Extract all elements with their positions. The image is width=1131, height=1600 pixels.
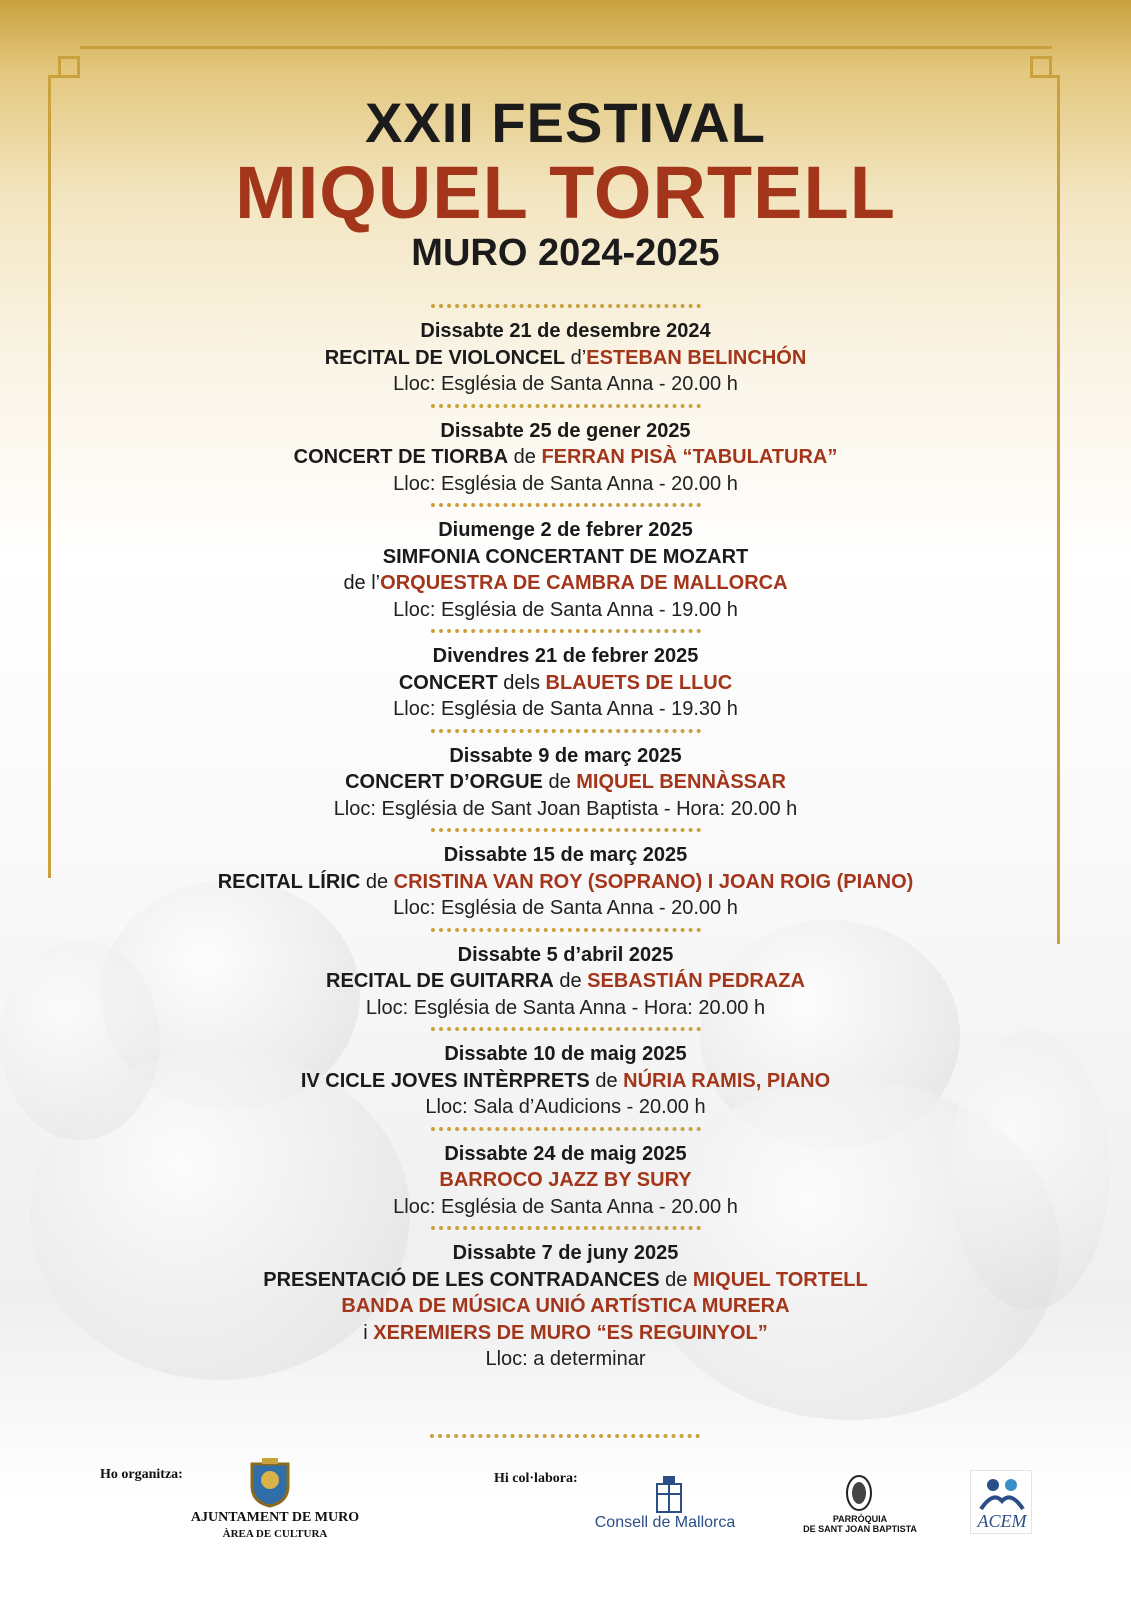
event-text: RECITAL DE VIOLONCEL (324, 346, 566, 369)
divider-dots (431, 729, 701, 743)
event-line (0, 670, 1131, 697)
parish-seal-icon (845, 1474, 873, 1517)
event-text: IV CICLE JOVES INTÈRPRETS (300, 1069, 590, 1092)
event-date: Dissabte 7 de juny 2025 (452, 1242, 679, 1264)
event-line (0, 1194, 1131, 1221)
festival-title: XXII FESTIVAL (365, 91, 766, 154)
event-item (0, 404, 1131, 498)
divider-dots (431, 1027, 701, 1041)
event-line (0, 1094, 1131, 1121)
event-line (0, 471, 1131, 498)
parish-name-line1: PARRÒQUIA (832, 1514, 888, 1524)
acem-logo-text: ACEM (977, 1511, 1027, 1531)
event-text: CONCERT (398, 671, 498, 694)
event-item (0, 304, 1131, 398)
festival-place-years: MURO 2024-2025 (411, 232, 720, 274)
event-text: de (553, 970, 588, 992)
event-venue: Lloc: Sala d’Audicions - 20.00 h (425, 1096, 706, 1118)
event-item (0, 828, 1131, 922)
consell-mallorca-icon (655, 1476, 683, 1519)
event-text: de (659, 1268, 693, 1291)
parish-name-line2: DE SANT JOAN BAPTISTA (803, 1524, 917, 1534)
event-line (0, 968, 1131, 995)
event-text: CONCERT DE TIORBA (293, 446, 509, 468)
event-line (0, 995, 1131, 1022)
divider-dots (431, 828, 701, 842)
organizer-name: AJUNTAMENT DE MURO (190, 1510, 360, 1525)
event-text: de (589, 1069, 624, 1092)
divider-dots (430, 1434, 700, 1448)
event-text: i (363, 1321, 374, 1344)
event-item (0, 1027, 1131, 1121)
festival-name: MIQUEL TORTELL (235, 151, 896, 234)
event-line (0, 1068, 1131, 1095)
event-item (0, 1127, 1131, 1221)
event-date: Dissabte 15 de març 2025 (443, 844, 688, 866)
event-performer: NÚRIA RAMIS, PIANO (623, 1069, 831, 1092)
event-item (0, 928, 1131, 1022)
event-line (0, 796, 1131, 823)
collaborator-label: Hi col·labora: (494, 1471, 578, 1486)
divider-dots (431, 629, 701, 643)
event-performer: MIQUEL BENNÀSSAR (576, 771, 786, 793)
event-performer: MIQUEL TORTELL (692, 1268, 868, 1291)
divider-dots (431, 1226, 701, 1240)
event-venue: Lloc: Església de Santa Anna - 20.00 h (393, 472, 738, 495)
event-text: de l’ (343, 572, 381, 594)
event-date: Dissabte 25 de gener 2025 (440, 419, 691, 442)
event-performer: XEREMIERS DE MURO “ES REGUINYOL” (373, 1321, 768, 1344)
consell-mallorca-name: Consell de Mallorca (594, 1514, 736, 1531)
event-line (0, 895, 1131, 922)
event-line (0, 769, 1131, 796)
event-line (0, 371, 1131, 398)
event-line (0, 444, 1131, 471)
event-line (0, 597, 1131, 624)
event-venue: Lloc: Església de Sant Joan Baptista - Hora: 20.00 h (333, 797, 798, 820)
event-text: de (360, 870, 394, 893)
event-text: de (542, 771, 577, 793)
event-venue: Lloc: a determinar (485, 1348, 646, 1370)
event-venue: Lloc: Església de Santa Anna - 20.00 h (393, 373, 738, 395)
event-venue: Lloc: Església de Santa Anna - 19.00 h (393, 598, 738, 621)
event-performer: BARROCO JAZZ BY SURY (439, 1169, 692, 1191)
event-date: Dissabte 5 d’abril 2025 (457, 943, 674, 966)
event-venue: Lloc: Església de Santa Anna - 19.30 h (393, 698, 738, 720)
event-text: CONCERT D’ORGUE (345, 771, 543, 793)
acem-logo-icon (970, 1470, 1032, 1534)
event-line (0, 1267, 1131, 1294)
event-line (0, 696, 1131, 723)
event-item (0, 1226, 1131, 1373)
event-line (0, 1167, 1131, 1194)
event-date: Diumenge 2 de febrer 2025 (438, 519, 693, 541)
divider-dots (431, 503, 701, 517)
event-text: dels (497, 671, 546, 694)
event-text: SIMFONIA CONCERTANT DE MOZART (382, 545, 749, 568)
divider-dots (431, 304, 701, 318)
event-item (0, 629, 1131, 723)
event-item (0, 503, 1131, 623)
event-text: RECITAL DE GUITARRA (326, 970, 554, 992)
organizer-subtitle: ÀREA DE CULTURA (222, 1528, 328, 1540)
event-performer: CRISTINA VAN ROY (SOPRANO) I JOAN ROIG (PIANO) (393, 870, 914, 893)
event-date: Divendres 21 de febrer 2025 (432, 645, 699, 667)
organizer-label: Ho organitza: (100, 1467, 183, 1482)
divider-dots (431, 1127, 701, 1141)
divider-dots (431, 928, 701, 942)
event-text: d’ (565, 346, 587, 369)
event-date: Dissabte 9 de març 2025 (449, 744, 682, 767)
event-venue: Lloc: Església de Santa Anna - Hora: 20.00 h (365, 996, 766, 1019)
event-performer: ESTEBAN BELINCHÓN (586, 346, 807, 369)
event-text: de (508, 446, 542, 468)
events-list (0, 298, 1131, 1373)
event-date: Dissabte 24 de maig 2025 (444, 1142, 687, 1165)
event-performer: BANDA DE MÚSICA UNIÓ ARTÍSTICA MURERA (341, 1295, 790, 1317)
event-line (0, 570, 1131, 597)
event-date: Dissabte 10 de maig 2025 (444, 1043, 687, 1065)
event-performer: SEBASTIÁN PEDRAZA (587, 970, 805, 992)
event-performer: FERRAN PISÀ “TABULATURA” (541, 446, 838, 468)
event-date: Dissabte 21 de desembre 2024 (420, 320, 711, 342)
divider-dots (431, 404, 701, 418)
event-line (0, 1320, 1131, 1347)
event-performer: BLAUETS DE LLUC (545, 671, 733, 694)
event-line (0, 544, 1131, 571)
event-line (0, 1293, 1131, 1320)
event-venue: Lloc: Església de Santa Anna - 20.00 h (393, 897, 738, 919)
event-venue: Lloc: Església de Santa Anna - 20.00 h (393, 1195, 738, 1218)
event-line (0, 1346, 1131, 1373)
event-item (0, 729, 1131, 823)
event-line (0, 869, 1131, 896)
town-crest-icon (248, 1458, 292, 1513)
event-line (0, 345, 1131, 372)
event-performer: ORQUESTRA DE CAMBRA DE MALLORCA (380, 572, 788, 594)
event-text: RECITAL LÍRIC (217, 870, 361, 893)
event-text: PRESENTACIÓ DE LES CONTRADANCES (263, 1268, 660, 1291)
